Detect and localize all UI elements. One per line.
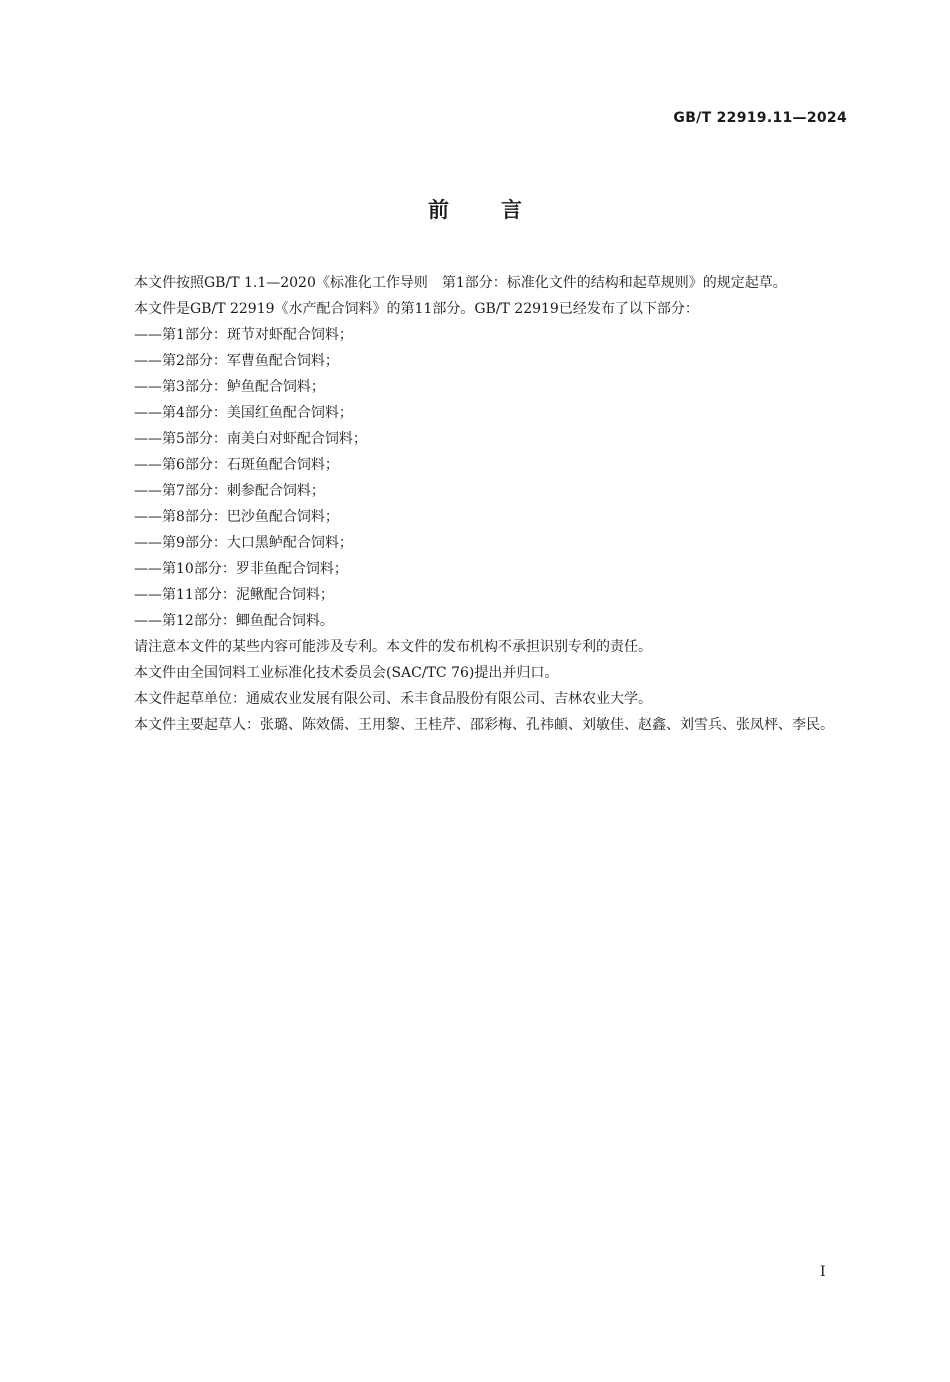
page-title: 前言 [428, 198, 574, 222]
list-item: ——第4部分：美国红鱼配合饲料； [134, 405, 353, 421]
paragraph-drafting-rules: 本文件按照GB/T 1.1—2020《标准化工作导则 第1部分：标准化文件的结构和起草规则》的规定起草。 [134, 275, 787, 291]
list-item: ——第2部分：军曹鱼配合饲料； [134, 353, 339, 369]
list-item: ——第7部分：刺参配合饲料； [134, 483, 325, 499]
paragraph-drafters: 本文件主要起草人：张璐、陈效儒、王用黎、王桂芹、邵彩梅、孔祎頔、刘敏佳、赵鑫、刘雪兵、张凤枰、李民。 [134, 717, 834, 733]
list-item: ——第1部分：斑节对虾配合饲料； [134, 327, 353, 343]
paragraph-proposer: 本文件由全国饲料工业标准化技术委员会(SAC/TC 76)提出并归口。 [134, 665, 559, 681]
list-item: ——第6部分：石斑鱼配合饲料； [134, 457, 339, 473]
list-item: ——第11部分：泥鳅配合饲料； [134, 587, 334, 603]
paragraph-drafting-units: 本文件起草单位：通威农业发展有限公司、禾丰食品股份有限公司、吉林农业大学。 [134, 691, 652, 707]
list-item: ——第9部分：大口黑鲈配合饲料； [134, 535, 353, 551]
foreword-body [102, 270, 850, 738]
standard-number: GB/T 22919.11—2024 [673, 110, 847, 126]
list-item: ——第3部分：鲈鱼配合饲料； [134, 379, 325, 395]
paragraph-series-intro: 本文件是GB/T 22919《水产配合饲料》的第11部分。GB/T 22919已经发布了以下部分： [134, 301, 699, 317]
list-item: ——第8部分：巴沙鱼配合饲料； [134, 509, 339, 525]
parts-list [102, 322, 850, 634]
list-item: ——第12部分：鲫鱼配合饲料。 [134, 613, 334, 629]
page-number: I [820, 1264, 826, 1280]
paragraph-patent-notice: 请注意本文件的某些内容可能涉及专利。本文件的发布机构不承担识别专利的责任。 [134, 639, 652, 655]
list-item: ——第10部分：罗非鱼配合饲料； [134, 561, 348, 577]
list-item: ——第5部分：南美白对虾配合饲料； [134, 431, 367, 447]
